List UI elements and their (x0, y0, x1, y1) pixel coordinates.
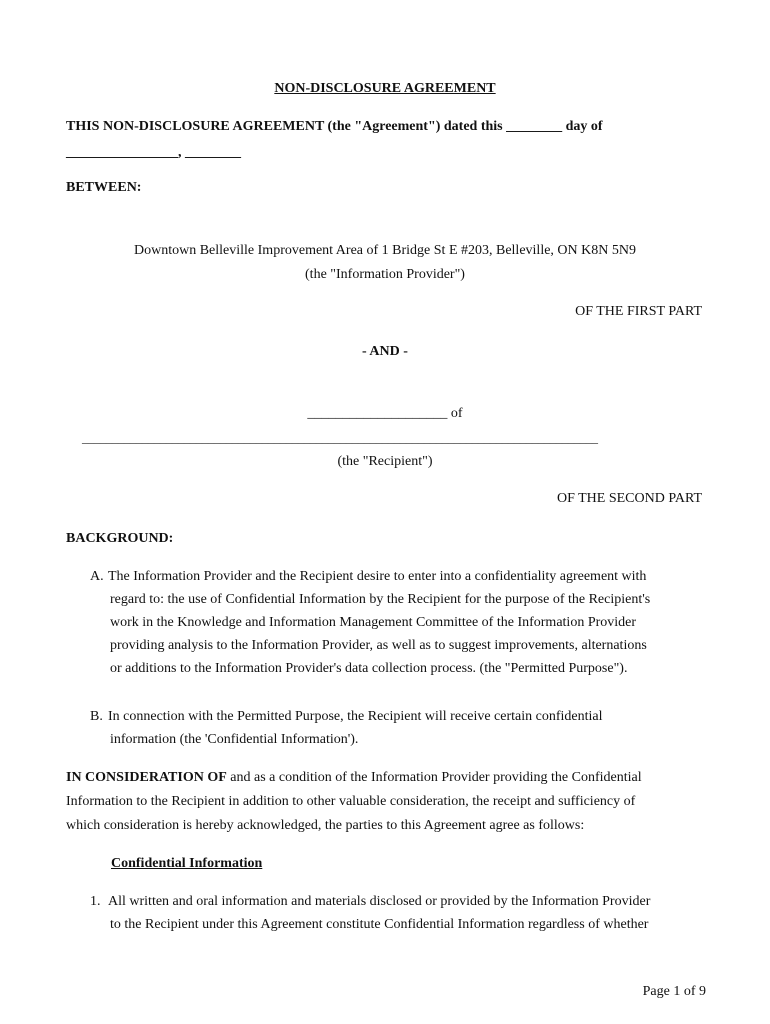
provider-name: Downtown Belleville Improvement Area of 1 Bridge St E #203, Belleville, ON K8N 5N9 (134, 243, 636, 258)
provider-alias: (the "Information Provider") (305, 267, 465, 282)
clause-line: to the Recipient under this Agreement constitute Confidential Information regardless of whether (110, 917, 649, 932)
recipient-alias: (the "Recipient") (337, 454, 433, 469)
consideration-line-2: Information to the Recipient in addition to other valuable consideration, the receipt and sufficiency of (66, 794, 636, 809)
background-item-b (90, 705, 710, 751)
item-line: In connection with the Permitted Purpose, the Recipient will receive certain confidential (108, 709, 603, 724)
document-title: NON-DISCLOSURE AGREEMENT (274, 81, 496, 96)
intro-line-1: THIS NON-DISCLOSURE AGREEMENT (the "Agreement") dated this ________ day of (66, 119, 603, 134)
first-part-label: OF THE FIRST PART (575, 304, 702, 319)
between-heading: BETWEEN: (66, 180, 142, 195)
item-line: or additions to the Information Provider's data collection process. (the "Permitted Purpose"). (110, 661, 628, 676)
consideration-line-3: which consideration is hereby acknowledged, the parties to this Agreement agree as follows: (66, 818, 585, 833)
clause-line: All written and oral information and materials disclosed or provided by the Information Provider (108, 894, 651, 909)
recipient-name-blank: ____________________ of (307, 406, 463, 421)
consideration-text: and as a condition of the Information Provider providing the Confidential (226, 770, 642, 785)
item-line: information (the 'Confidential Information'). (110, 732, 359, 747)
item-line: regard to: the use of Confidential Information by the Recipient for the purpose of the Recipient's (110, 592, 651, 607)
item-marker: B. (90, 709, 103, 724)
page-number: Page 1 of 9 (642, 984, 706, 999)
and-separator: - AND - (362, 344, 408, 359)
recipient-address-blank: ______________________________________________________________________________________ (82, 431, 598, 445)
item-line: The Information Provider and the Recipient desire to enter into a confidentiality agreement with (108, 569, 647, 584)
clause-1 (90, 890, 710, 936)
intro-line-2: ________________, ________ (66, 145, 241, 160)
item-line: work in the Knowledge and Information Management Committee of the Information Provider (110, 615, 637, 630)
background-heading: BACKGROUND: (66, 531, 174, 546)
clause-marker: 1. (90, 894, 101, 909)
background-item-a (90, 565, 710, 680)
item-marker: A. (90, 569, 104, 584)
consideration-line-1 (66, 766, 642, 789)
second-part-label: OF THE SECOND PART (556, 491, 702, 506)
item-line: providing analysis to the Information Provider, as well as to suggest improvements, alternations (110, 638, 647, 653)
section-heading-confidential-information: Confidential Information (111, 856, 263, 871)
consideration-bold: IN CONSIDERATION OF (66, 770, 227, 785)
